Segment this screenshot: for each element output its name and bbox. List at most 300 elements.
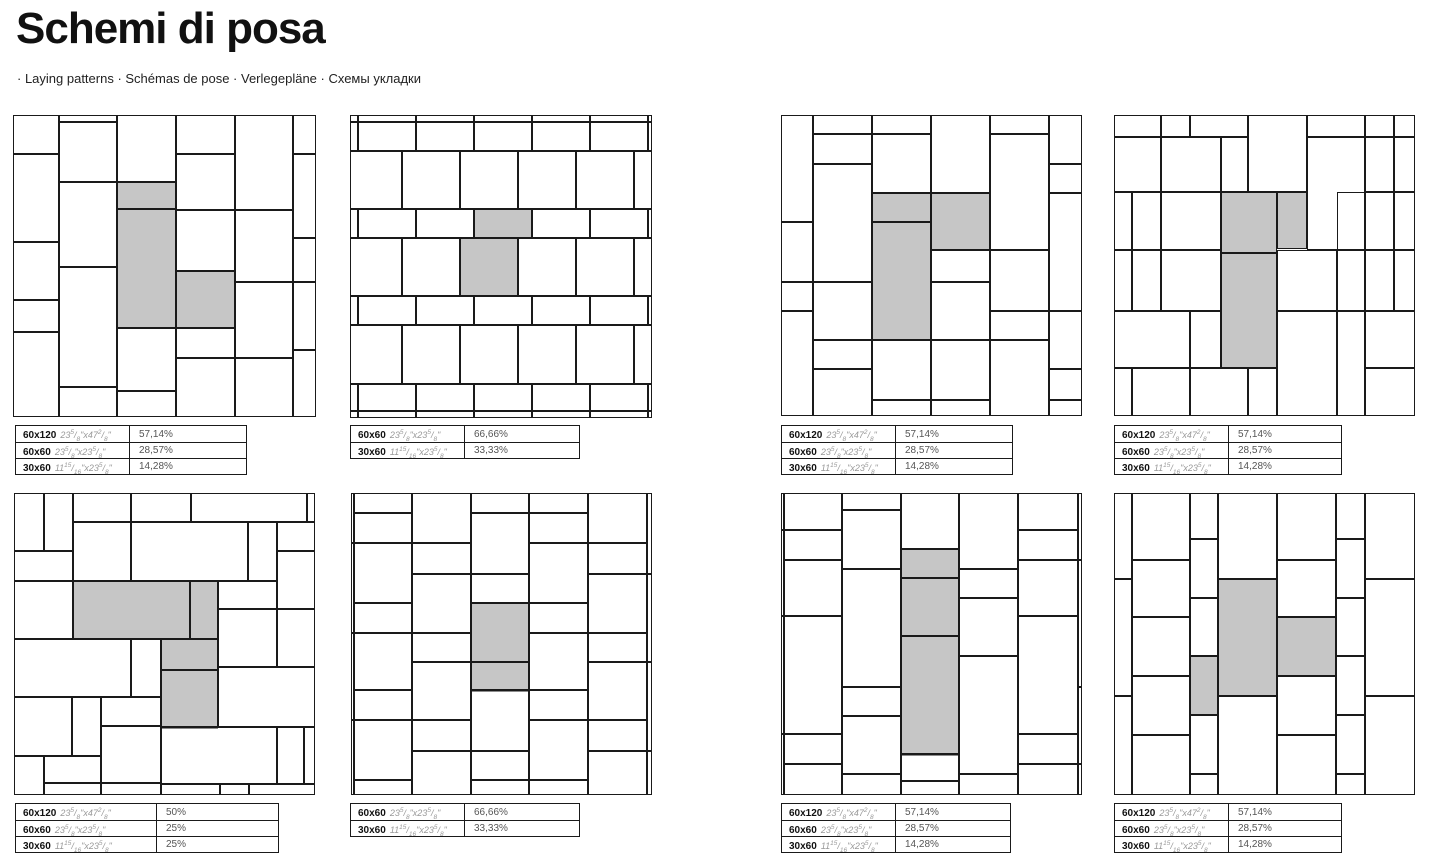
tile	[1133, 618, 1190, 676]
tile	[355, 514, 412, 543]
tile	[1366, 138, 1394, 192]
tile	[873, 401, 931, 416]
tile	[351, 385, 358, 411]
tile	[73, 698, 101, 756]
tile-size-cell	[351, 820, 464, 838]
tile	[351, 152, 402, 209]
tile-size-cm: 30x60	[789, 840, 817, 852]
tile	[843, 688, 901, 716]
tile	[14, 116, 59, 154]
tile	[814, 370, 872, 416]
tile	[530, 544, 588, 603]
table-row	[782, 836, 1010, 852]
tile	[1019, 561, 1078, 616]
tile	[648, 663, 652, 751]
tile	[589, 663, 647, 720]
tile	[1079, 765, 1082, 795]
tile	[649, 210, 652, 238]
tile	[782, 735, 784, 795]
tile	[932, 341, 990, 400]
tile-size-cm: 30x60	[1122, 462, 1150, 474]
tile	[355, 634, 412, 690]
tile	[782, 531, 784, 616]
table-row	[782, 820, 1010, 836]
laying-pattern-diagram-2	[350, 115, 652, 418]
tile	[177, 116, 235, 154]
tile	[219, 610, 277, 667]
tile	[351, 297, 358, 325]
table-row	[351, 820, 579, 836]
tile	[533, 385, 590, 411]
tile-size-cell	[782, 836, 895, 854]
tile-mosaic-svg	[350, 115, 652, 418]
tile-highlighted	[1219, 580, 1277, 696]
tile	[1219, 697, 1277, 795]
tile	[1050, 312, 1082, 369]
tile	[472, 691, 529, 751]
tile	[1249, 369, 1277, 416]
tile-size-inches: $11^{15}/_{16}"x23^5/_8$"	[820, 461, 878, 476]
tile	[533, 123, 590, 151]
tile-highlighted	[902, 637, 959, 754]
tile	[1019, 617, 1078, 734]
tile	[236, 359, 293, 417]
tile-highlighted	[873, 223, 931, 340]
pattern-table-5	[15, 803, 279, 853]
tile	[192, 494, 307, 522]
tile	[1115, 494, 1132, 579]
laying-pattern-diagram-7	[781, 493, 1082, 795]
percentage-cell: 66,66%	[464, 426, 579, 442]
tile	[785, 494, 842, 530]
tile-mosaic-svg	[351, 493, 652, 795]
tile	[648, 494, 652, 574]
tile	[649, 412, 652, 418]
tile	[782, 494, 784, 530]
tile	[782, 116, 813, 222]
tile	[530, 691, 588, 720]
tile	[278, 728, 304, 784]
tile	[403, 239, 460, 296]
pattern-table-7	[781, 803, 1011, 853]
tile	[1050, 370, 1082, 400]
tile	[359, 385, 416, 411]
tile-mosaic-svg	[13, 115, 316, 417]
tile-highlighted	[1222, 254, 1277, 368]
tile	[14, 301, 59, 332]
tile-size-cm: 60x120	[1122, 808, 1156, 819]
tile-size-cell	[16, 836, 156, 854]
tile	[1337, 599, 1365, 656]
tile	[530, 781, 588, 795]
tile	[1337, 494, 1365, 539]
table-row	[351, 442, 579, 458]
tile	[814, 283, 872, 340]
tile	[991, 312, 1049, 340]
tile-size-cell	[1115, 458, 1228, 476]
tile-highlighted	[475, 210, 532, 238]
tile	[1222, 138, 1248, 192]
tile	[45, 757, 101, 783]
pattern-table-1	[15, 425, 247, 475]
tile	[162, 785, 220, 795]
tile	[351, 116, 358, 122]
tile	[1162, 193, 1221, 250]
tile	[530, 721, 588, 780]
tile	[960, 599, 1018, 656]
tile	[635, 326, 652, 384]
tile-size-inches: $23^5/_8"x47^2/_8$"	[60, 807, 111, 821]
tile	[591, 116, 648, 122]
tile-size-cell	[351, 803, 464, 821]
tile-highlighted	[162, 640, 218, 670]
tile	[1079, 688, 1082, 764]
percentage-cell: 28,57%	[129, 443, 246, 458]
tile	[60, 388, 117, 417]
tile	[15, 552, 73, 581]
tile	[589, 721, 647, 751]
percentage-cell: 14,28%	[1228, 837, 1341, 852]
tile	[589, 575, 647, 633]
tile	[991, 135, 1049, 250]
table-row	[16, 820, 278, 836]
percentage-cell: 25%	[156, 821, 278, 836]
tile	[873, 116, 931, 134]
tile-mosaic-svg	[14, 493, 315, 795]
tile	[413, 752, 471, 795]
tile	[649, 116, 652, 122]
tile	[1366, 116, 1394, 137]
tile-highlighted	[902, 579, 959, 636]
laying-pattern-diagram-5	[14, 493, 315, 795]
tile	[417, 385, 474, 411]
tile-size-cm: 30x60	[23, 840, 51, 852]
tile	[902, 494, 959, 549]
percentage-cell: 28,57%	[1228, 443, 1341, 458]
table-row	[16, 442, 246, 458]
tile-mosaic-svg	[781, 493, 1082, 795]
tile	[649, 123, 652, 151]
tile	[902, 782, 959, 795]
tile	[355, 494, 412, 513]
tile-size-cell	[782, 458, 895, 476]
percentage-cell: 14,28%	[895, 837, 1010, 852]
tile-size-inches: $11^{15}/_{16}"x23^5/_8$"	[54, 461, 112, 476]
tile	[533, 297, 590, 325]
tile-size-cm: 60x60	[358, 430, 386, 441]
tile	[530, 514, 588, 543]
tile	[589, 494, 647, 543]
percentage-cell: 14,28%	[129, 459, 246, 474]
tile-size-cm: 60x60	[1122, 824, 1150, 836]
tile-size-inches: $23^5/_8"x23^5/_8$"	[1153, 823, 1205, 838]
tile	[15, 757, 44, 795]
tile	[1133, 251, 1161, 311]
tile	[960, 775, 1018, 795]
page-subtitle-translations: · Laying patterns · Schémas de pose · Verlegepläne · Схемы укладки	[17, 71, 422, 86]
tile-size-cell	[1115, 803, 1228, 821]
tile	[991, 341, 1049, 416]
tile	[649, 297, 652, 325]
tile-size-cell	[1115, 425, 1228, 443]
tile	[1366, 697, 1415, 795]
tile-highlighted	[472, 663, 529, 690]
percentage-cell: 66,66%	[464, 804, 579, 820]
laying-pattern-diagram-6	[351, 493, 652, 795]
tile	[1115, 697, 1132, 795]
tile	[472, 494, 529, 513]
tile-size-cm: 30x60	[23, 462, 51, 474]
tile	[417, 116, 474, 122]
tile	[475, 412, 532, 418]
table-row	[1115, 820, 1341, 836]
tile	[591, 412, 648, 418]
tile-highlighted	[1278, 193, 1307, 249]
tile	[1115, 251, 1132, 311]
tile	[1019, 765, 1078, 795]
tile	[1050, 116, 1082, 164]
tile	[785, 617, 842, 734]
tile	[519, 326, 576, 384]
tile-size-cm: 60x60	[1122, 446, 1150, 458]
tile	[359, 210, 416, 238]
table-row	[1115, 442, 1341, 458]
tile	[932, 283, 990, 340]
tile-highlighted	[1191, 657, 1218, 715]
tile	[413, 721, 471, 751]
tile-mosaic-svg	[781, 115, 1082, 416]
tile-size-inches: $11^{15}/_{16}"x23^5/_8$"	[1153, 839, 1211, 854]
tile	[472, 575, 529, 603]
tile	[74, 494, 131, 522]
tile	[1219, 494, 1277, 579]
table-row	[782, 804, 1010, 820]
tile	[359, 297, 416, 325]
tile	[294, 155, 316, 238]
tile-size-inches: $23^5/_8"x47^2/_8$"	[1159, 429, 1210, 443]
tile	[1191, 369, 1248, 416]
tile-size-inches: $23^5/_8"x23^5/_8$"	[54, 823, 106, 838]
tile-highlighted	[472, 604, 529, 662]
tile	[102, 727, 161, 783]
tile-mosaic-svg	[1114, 493, 1415, 795]
table-row	[782, 442, 1012, 458]
tile	[1366, 312, 1415, 368]
tile	[785, 765, 842, 795]
tile	[355, 691, 412, 720]
tile	[782, 223, 813, 282]
tile	[1366, 580, 1415, 696]
table-row	[16, 458, 246, 474]
tile-highlighted	[932, 194, 990, 250]
tile	[417, 210, 474, 238]
tile	[782, 312, 813, 416]
tile-size-cm: 30x60	[789, 462, 817, 474]
tile-size-cell	[782, 803, 895, 821]
tile-size-inches: $23^5/_8"x23^5/_8$"	[820, 823, 872, 838]
tile	[577, 239, 634, 296]
tile	[177, 329, 235, 358]
tile	[472, 781, 529, 795]
tile	[1395, 251, 1415, 311]
tile-size-inches: $11^{15}/_{16}"x23^5/_8$"	[389, 445, 447, 460]
tile	[1115, 369, 1132, 416]
tile	[1338, 193, 1365, 250]
tile	[1019, 531, 1078, 560]
tile	[118, 329, 176, 391]
tile-size-inches: $23^5/_8"x47^2/_8$"	[826, 807, 877, 821]
tile-highlighted	[1222, 193, 1277, 253]
tile	[472, 752, 529, 780]
tile	[533, 116, 590, 122]
tile	[1338, 251, 1365, 311]
tile	[1191, 716, 1218, 774]
table-row	[782, 426, 1012, 442]
tile	[351, 123, 358, 151]
table-row	[1115, 804, 1341, 820]
tile	[236, 283, 293, 358]
tile	[960, 657, 1018, 774]
tile	[591, 210, 648, 238]
tile	[45, 784, 101, 795]
tile	[351, 239, 402, 296]
tile	[413, 634, 471, 662]
tile	[785, 561, 842, 616]
laying-pattern-diagram-8	[1114, 493, 1415, 795]
tile	[1019, 735, 1078, 764]
tile	[533, 210, 590, 238]
tile	[1366, 369, 1415, 416]
pattern-table-6	[350, 803, 580, 837]
tile	[932, 251, 990, 282]
tile	[1191, 599, 1218, 656]
tile	[1278, 312, 1337, 416]
table-row	[351, 426, 579, 442]
tile	[236, 211, 293, 282]
tile	[475, 297, 532, 325]
tile	[475, 123, 532, 151]
tile	[132, 523, 248, 581]
tile	[45, 494, 73, 551]
tile	[1278, 494, 1336, 560]
tile-size-inches: $23^5/_8"x23^5/_8$"	[1153, 445, 1205, 460]
tile-highlighted	[1278, 618, 1336, 676]
tile	[519, 239, 576, 296]
tile-mosaic-svg	[1114, 115, 1415, 416]
tile-size-inches: $23^5/_8"x23^5/_8$"	[54, 445, 106, 460]
tile	[577, 326, 634, 384]
tile	[403, 326, 460, 384]
tile	[355, 781, 412, 795]
tile-size-cm: 60x60	[23, 446, 51, 458]
tile	[932, 116, 990, 193]
tile	[413, 663, 471, 720]
tile	[219, 582, 277, 609]
percentage-cell: 57,14%	[129, 426, 246, 442]
tile	[351, 210, 358, 238]
tile	[843, 511, 901, 569]
tile	[1050, 194, 1082, 311]
tile-size-inches: $23^5/_8"x47^2/_8$"	[60, 429, 111, 443]
tile	[843, 717, 901, 774]
tile	[60, 123, 117, 182]
tile	[1278, 251, 1337, 311]
tile-size-cell	[16, 425, 129, 443]
percentage-cell: 33,33%	[464, 821, 579, 836]
percentage-cell: 25%	[156, 837, 278, 852]
tile-size-inches: $23^5/_8"x23^5/_8$"	[389, 429, 441, 443]
tile	[417, 412, 474, 418]
tile	[1133, 369, 1190, 416]
percentage-cell: 28,57%	[1228, 821, 1341, 836]
tile	[355, 544, 412, 603]
tile-size-cm: 60x60	[358, 808, 386, 819]
percentage-cell: 57,14%	[895, 804, 1010, 820]
tile	[533, 412, 590, 418]
pattern-table-8	[1114, 803, 1342, 853]
tile	[1366, 494, 1415, 579]
tile	[1338, 312, 1365, 416]
tile	[278, 610, 315, 667]
tile	[635, 239, 652, 296]
tile	[15, 494, 44, 551]
tile	[1133, 677, 1190, 735]
tile	[635, 152, 652, 209]
tile-size-cell	[782, 425, 895, 443]
tile	[294, 351, 316, 417]
tile	[294, 283, 316, 350]
tile	[530, 494, 588, 513]
tile	[355, 721, 412, 780]
tile	[1337, 657, 1365, 715]
laying-pattern-diagram-4	[1114, 115, 1415, 416]
tile	[250, 785, 315, 795]
tile	[782, 617, 784, 734]
tile-size-inches: $11^{15}/_{16}"x23^5/_8$"	[54, 839, 112, 854]
tile	[960, 494, 1018, 569]
tile	[102, 784, 161, 795]
tile-highlighted	[902, 550, 959, 578]
tile	[294, 116, 316, 154]
tile-size-cell	[16, 803, 156, 821]
tile-highlighted	[177, 272, 235, 328]
table-row	[16, 804, 278, 820]
table-row	[16, 836, 278, 852]
tile	[530, 604, 588, 633]
tile-size-inches: $23^5/_8"x23^5/_8$"	[820, 445, 872, 460]
tile-size-inches: $23^5/_8"x47^2/_8$"	[1159, 807, 1210, 821]
tile	[873, 135, 931, 193]
tile	[960, 570, 1018, 598]
tile	[519, 152, 576, 209]
percentage-cell: 28,57%	[895, 443, 1012, 458]
tile	[1395, 193, 1415, 250]
tile	[132, 640, 161, 697]
tile	[308, 494, 315, 522]
tile-size-inches: $11^{15}/_{16}"x23^5/_8$"	[389, 823, 447, 838]
tile	[403, 152, 460, 209]
tile	[591, 123, 648, 151]
tile	[417, 123, 474, 151]
tile	[359, 116, 416, 122]
tile-size-inches: $23^5/_8"x23^5/_8$"	[389, 807, 441, 821]
tile	[1278, 736, 1336, 795]
tile	[648, 752, 652, 795]
tile	[843, 494, 901, 510]
tile	[15, 582, 73, 639]
tile	[1366, 193, 1394, 250]
tile	[278, 552, 315, 609]
